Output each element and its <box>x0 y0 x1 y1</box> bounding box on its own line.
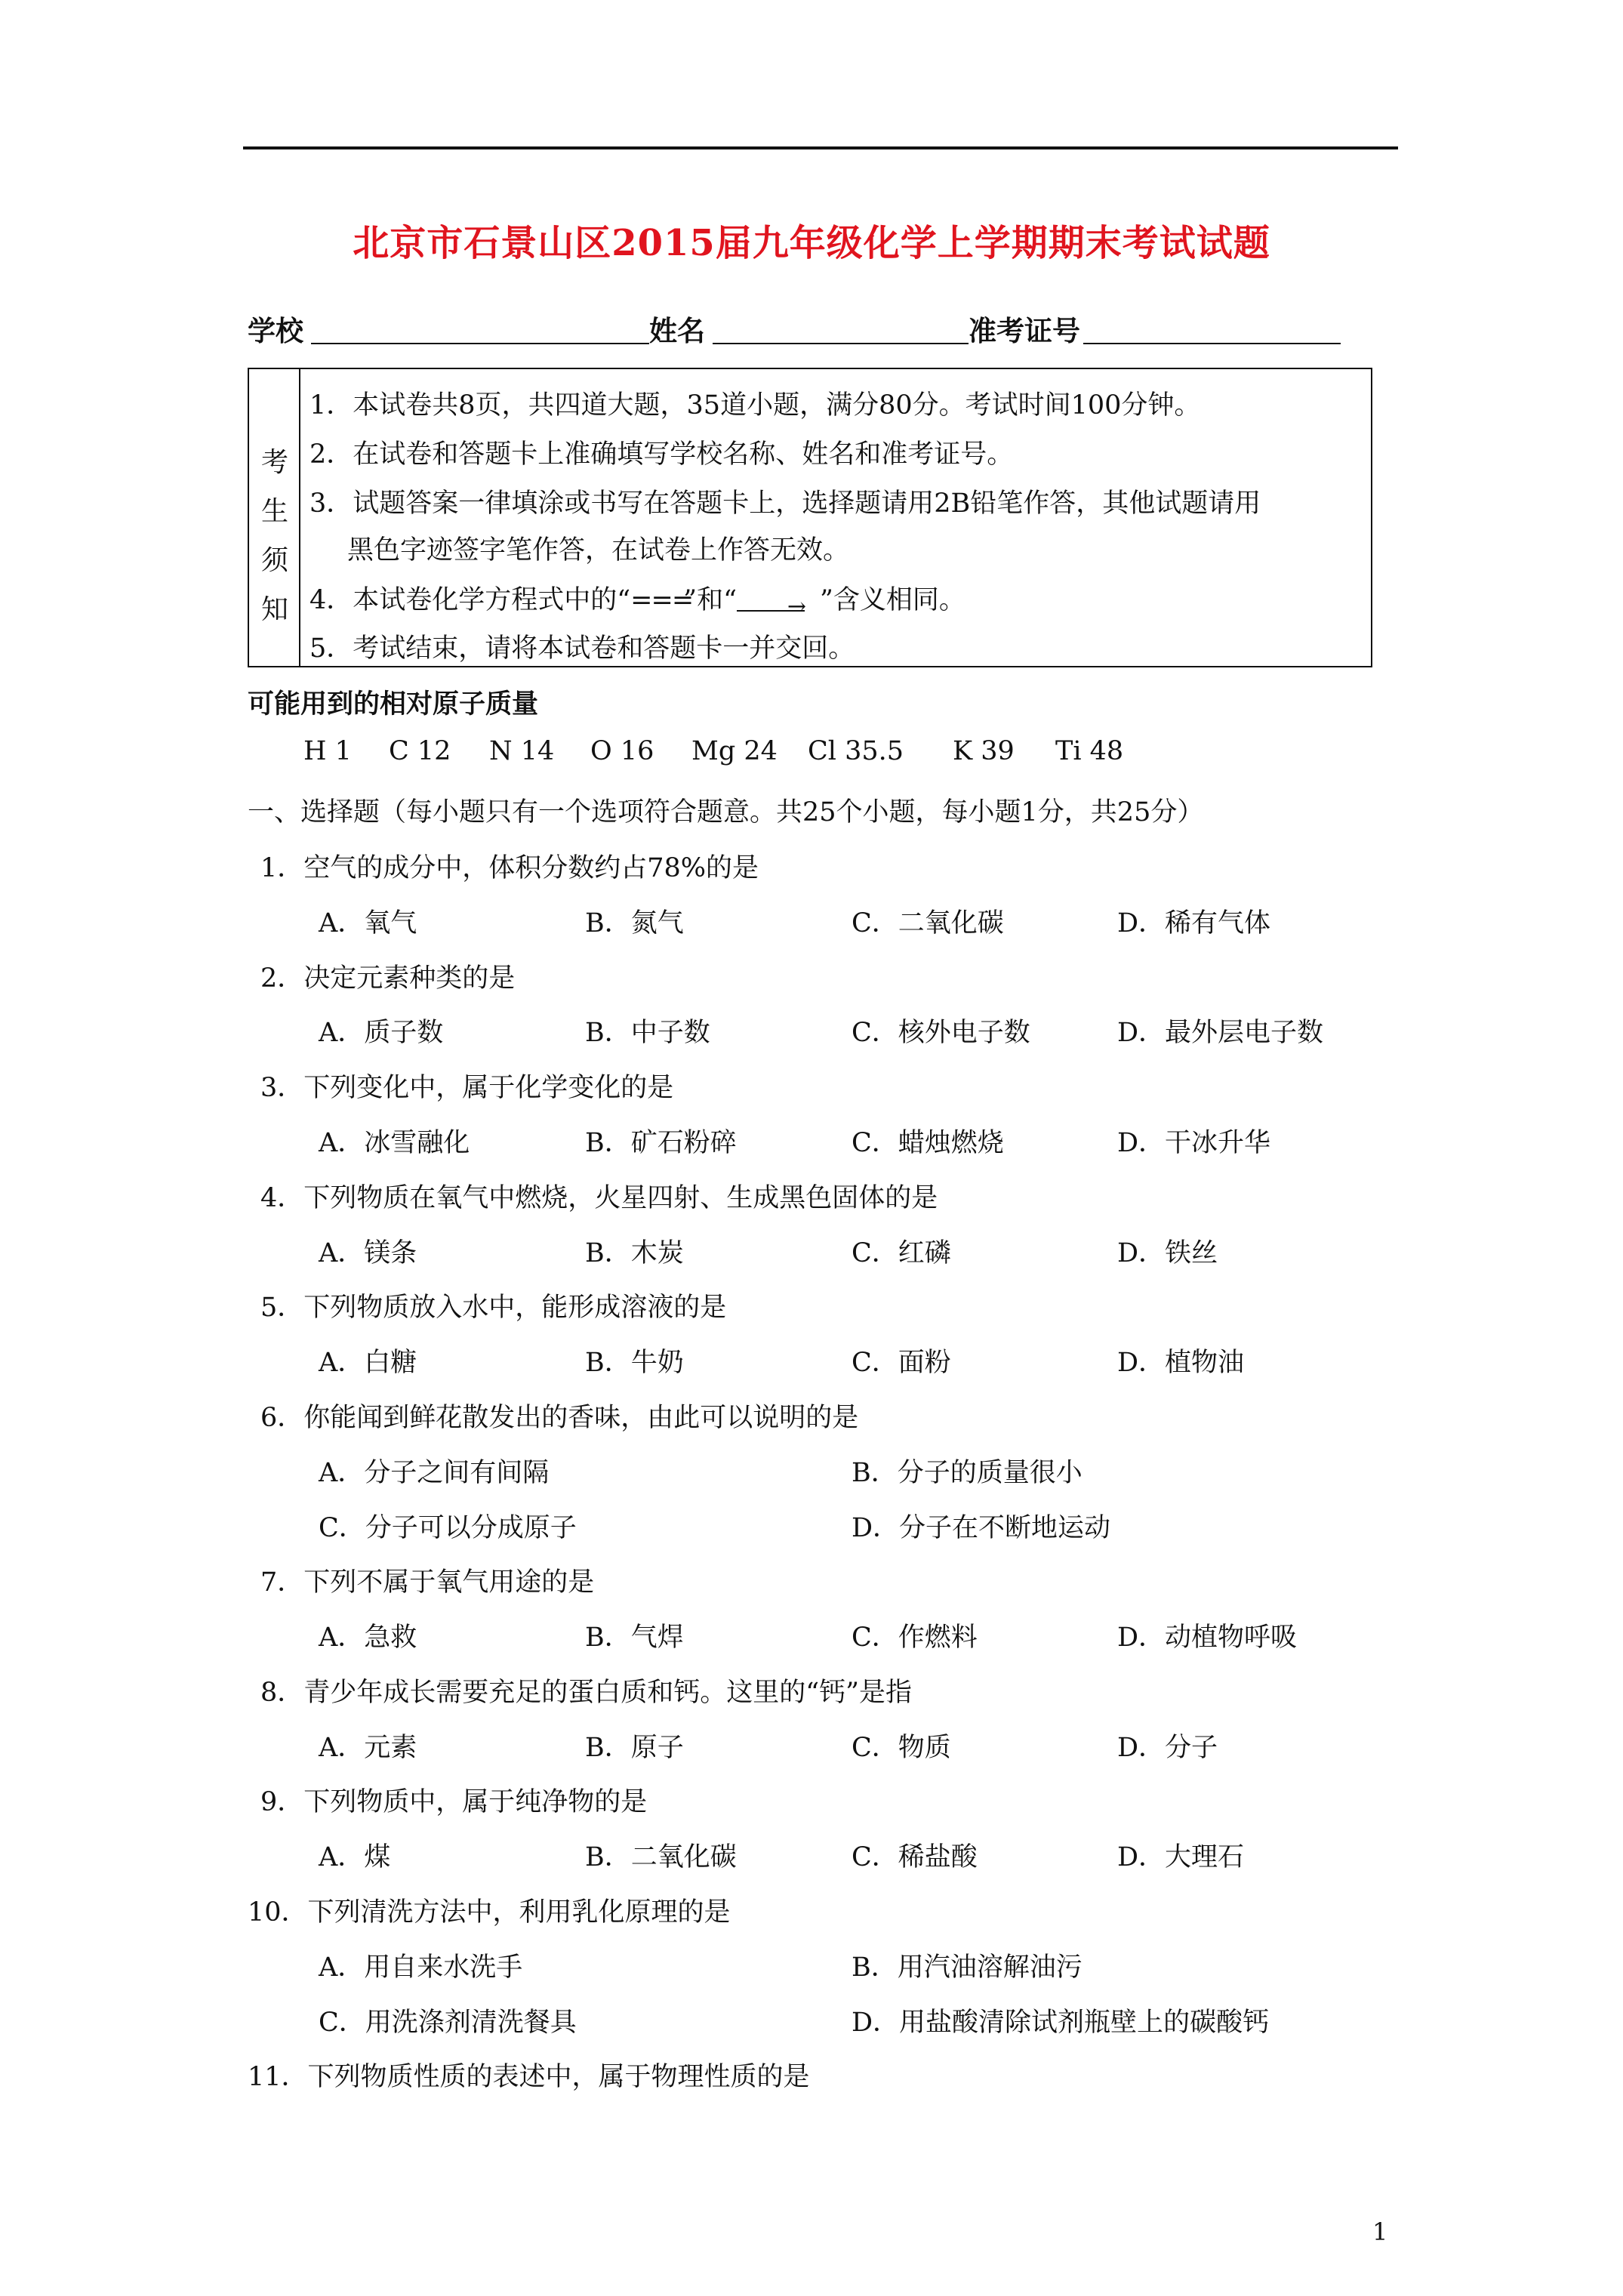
option-c[interactable]: C．分子可以分成原子 <box>319 1513 577 1543</box>
option-a[interactable]: A．冰雪融化 <box>319 1128 470 1158</box>
name-blank[interactable] <box>713 343 969 344</box>
page-number: 1 <box>1372 2217 1388 2246</box>
option-b[interactable]: B．用汽油溶解油污 <box>852 1952 1083 1983</box>
option-d[interactable]: D．动植物呼吸 <box>1117 1623 1298 1653</box>
notice-item-4-text: ”含义相同。 <box>819 585 965 615</box>
option-c[interactable]: C．二氧化碳 <box>852 908 1004 938</box>
question-stem: 9．下列物质中，属于纯净物的是 <box>260 1787 648 1817</box>
school-blank[interactable] <box>311 343 649 344</box>
option-a[interactable]: A．煤 <box>319 1842 391 1872</box>
question-stem: 8．青少年成长需要充足的蛋白质和钙。这里的“钙”是指 <box>260 1678 913 1708</box>
option-b[interactable]: B．矿石粉碎 <box>585 1128 737 1158</box>
name-label: 姓名 <box>649 314 705 347</box>
option-b[interactable]: B．氮气 <box>585 908 684 938</box>
option-a[interactable]: A．元素 <box>319 1733 417 1763</box>
option-c[interactable]: C．用洗涤剂清洗餐具 <box>319 2008 577 2038</box>
notice-item-4-text: ”和“ <box>683 585 737 615</box>
exam-no-blank[interactable] <box>1083 343 1341 344</box>
notice-item-5: 5．考试结束，请将本试卷和答题卡一并交回。 <box>310 633 855 664</box>
option-d[interactable]: D．大理石 <box>1117 1842 1245 1872</box>
atomic-mass: K 39 <box>953 736 1015 766</box>
section-heading: 一、选择题（每小题只有一个选项符合题意。共25个小题，每小题1分，共25分） <box>248 797 1204 827</box>
question-stem: 1．空气的成分中，体积分数约占78%的是 <box>260 853 759 883</box>
option-b[interactable]: B．木炭 <box>585 1238 684 1268</box>
option-a[interactable]: A．白糖 <box>319 1348 417 1378</box>
notice-heading <box>249 369 300 666</box>
notice-item-1: 1．本试卷共8页，共四道大题，35道小题，满分80分。考试时间100分钟。 <box>310 390 1201 421</box>
notice-heading-char: 生 <box>260 496 288 527</box>
option-b[interactable]: B．原子 <box>585 1733 684 1763</box>
notice-heading-char: 知 <box>260 594 288 625</box>
question-stem: 5．下列物质放入水中，能形成溶液的是 <box>260 1293 727 1323</box>
option-a[interactable]: A．质子数 <box>319 1018 444 1048</box>
option-a[interactable]: A．用自来水洗手 <box>319 1952 523 1983</box>
school-label: 学校 <box>248 314 303 347</box>
option-a[interactable]: A．急救 <box>319 1623 417 1653</box>
atomic-mass: C 12 <box>389 736 451 766</box>
question-stem: 2．决定元素种类的是 <box>260 963 516 994</box>
atomic-mass: H 1 <box>303 736 352 766</box>
option-c[interactable]: C．红磷 <box>852 1238 951 1268</box>
notice-item-2: 2．在试卷和答题卡上准确填写学校名称、姓名和准考证号。 <box>310 439 1014 470</box>
exam-title: 北京市石景山区2015届九年级化学上学期期末考试试题 <box>353 222 1270 264</box>
option-c[interactable]: C．面粉 <box>852 1348 951 1378</box>
atomic-mass: O 16 <box>590 736 654 766</box>
option-d[interactable]: D．植物油 <box>1117 1348 1245 1378</box>
notice-box <box>248 368 1372 667</box>
question-stem: 3．下列变化中，属于化学变化的是 <box>260 1073 674 1103</box>
question-stem: 10．下列清洗方法中，利用乳化原理的是 <box>248 1897 731 1928</box>
atomic-mass: N 14 <box>489 736 555 766</box>
notice-item-4 <box>310 579 965 617</box>
option-c[interactable]: C．稀盐酸 <box>852 1842 978 1872</box>
option-b[interactable]: B．中子数 <box>585 1018 710 1048</box>
option-d[interactable]: D．铁丝 <box>1117 1238 1218 1268</box>
atomic-mass: Mg 24 <box>691 736 778 766</box>
option-d[interactable]: D．干冰升华 <box>1117 1128 1271 1158</box>
option-d[interactable]: D．稀有气体 <box>1117 908 1271 938</box>
option-d[interactable]: D．分子 <box>1117 1733 1218 1763</box>
header-rule <box>243 146 1398 149</box>
question-stem: 4．下列物质在氧气中燃烧，火星四射、生成黑色固体的是 <box>260 1183 938 1213</box>
option-c[interactable]: C．蜡烛燃烧 <box>852 1128 1004 1158</box>
notice-heading-char: 考 <box>260 447 288 478</box>
notice-item-3: 3．试题答案一律填涂或书写在答题卡上，选择题请用2B铅笔作答，其他试题请用 <box>310 488 1261 519</box>
question-stem: 11．下列物质性质的表述中，属于物理性质的是 <box>248 2062 810 2092</box>
atomic-mass-heading: 可能用到的相对原子质量 <box>248 689 539 720</box>
question-stem: 7．下列不属于氧气用途的是 <box>260 1567 595 1598</box>
option-c[interactable]: C．物质 <box>852 1733 951 1763</box>
option-c[interactable]: C．核外电子数 <box>852 1018 1030 1048</box>
option-b[interactable]: B．分子的质量很小 <box>852 1458 1083 1488</box>
option-a[interactable]: A．氧气 <box>319 908 417 938</box>
atomic-mass: Cl 35.5 <box>808 736 904 766</box>
option-d[interactable]: D．最外层电子数 <box>1117 1018 1324 1048</box>
exam-no-label: 准考证号 <box>969 314 1080 347</box>
option-b[interactable]: B．牛奶 <box>585 1348 684 1378</box>
option-a[interactable]: A．分子之间有间隔 <box>319 1458 550 1488</box>
atomic-mass: Ti 48 <box>1055 736 1124 766</box>
option-c[interactable]: C．作燃料 <box>852 1623 978 1653</box>
notice-item-3-cont: 黑色字迹签字笔作答，在试卷上作答无效。 <box>347 535 850 566</box>
option-b[interactable]: B．二氧化碳 <box>585 1842 737 1872</box>
question-stem: 6．你能闻到鲜花散发出的香味，由此可以说明的是 <box>260 1403 859 1433</box>
notice-heading-char: 须 <box>260 545 288 576</box>
option-d[interactable]: D．分子在不断地运动 <box>852 1513 1111 1543</box>
notice-item-4-text: 4．本试卷化学方程式中的“ <box>310 585 631 615</box>
equals-sign: === <box>630 585 693 615</box>
option-b[interactable]: B．气焊 <box>585 1623 684 1653</box>
option-d[interactable]: D．用盐酸清除试剂瓶壁上的碳酸钙 <box>852 2008 1270 2038</box>
option-a[interactable]: A．镁条 <box>319 1238 417 1268</box>
